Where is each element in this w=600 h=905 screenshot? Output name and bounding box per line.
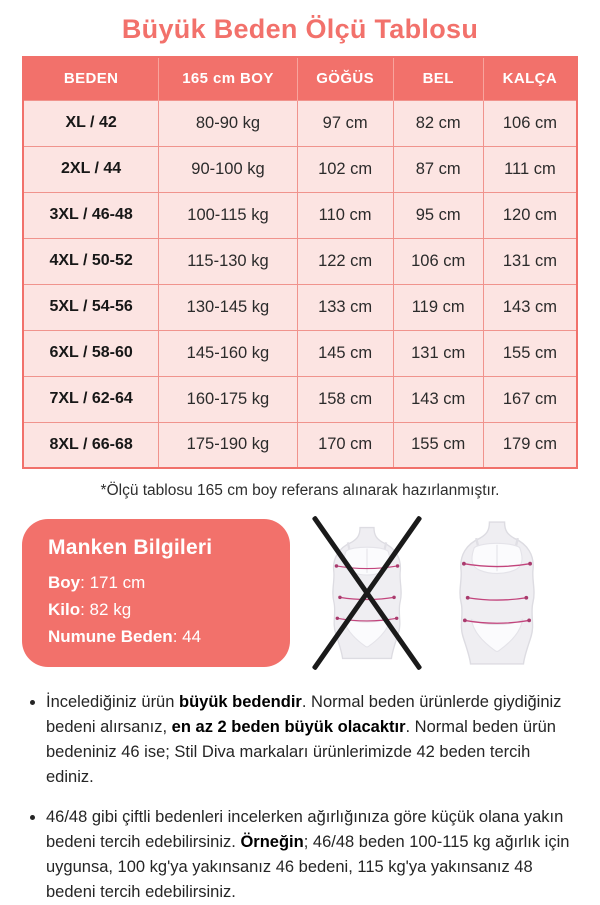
measurement-cell: 95 cm (393, 192, 483, 238)
measurement-cell: 102 cm (297, 146, 393, 192)
size-cell: 8XL / 66-68 (23, 422, 159, 468)
measurement-cell: 155 cm (483, 330, 577, 376)
plus-size-body-illustration (445, 518, 549, 668)
size-cell: 4XL / 50-52 (23, 238, 159, 284)
column-header: 165 cm BOY (159, 57, 297, 100)
measurement-cell: 158 cm (297, 376, 393, 422)
size-cell: 3XL / 46-48 (23, 192, 159, 238)
measurement-cell: 110 cm (297, 192, 393, 238)
measurement-cell: 133 cm (297, 284, 393, 330)
notes-list (28, 690, 574, 905)
body-figures (290, 518, 578, 668)
measurement-cell: 160-175 kg (159, 376, 297, 422)
size-cell: 6XL / 58-60 (23, 330, 159, 376)
measurement-cell: 115-130 kg (159, 238, 297, 284)
model-info-field: Boy: 171 cm (48, 573, 146, 592)
note-item: • 46/48 gibi çiftli bedenleri incelerken ağırlığınıza göre küçük olana yakın bedeni tercih edebilirsiniz. Örneğin; 46/48 beden 100-115 kg ağırlık için uygunsa, 100 kg'ya yakınsanız 46 bedeni, 115 kg'ya yakınsanız 48 bedeni tercih edebilirsiniz. (46, 805, 574, 905)
column-header: KALÇA (483, 57, 577, 100)
measurement-cell: 145 cm (297, 330, 393, 376)
model-info-title: Manken Bilgileri (48, 536, 213, 559)
measurement-cell: 82 cm (393, 100, 483, 146)
measurement-cell: 155 cm (393, 422, 483, 468)
table-row (23, 192, 577, 238)
table-header-row (23, 57, 577, 100)
model-info-field: Numune Beden: 44 (48, 627, 202, 646)
measurement-cell: 167 cm (483, 376, 577, 422)
measurement-cell: 106 cm (393, 238, 483, 284)
size-cell: 5XL / 54-56 (23, 284, 159, 330)
measurement-cell: 170 cm (297, 422, 393, 468)
table-row (23, 146, 577, 192)
table-row (23, 330, 577, 376)
table-row (23, 422, 577, 468)
size-cell: XL / 42 (23, 100, 159, 146)
measurement-cell: 111 cm (483, 146, 577, 192)
measurement-cell: 87 cm (393, 146, 483, 192)
measurement-cell: 179 cm (483, 422, 577, 468)
model-info-fields (48, 569, 266, 650)
column-header: BEL (393, 57, 483, 100)
table-row (23, 376, 577, 422)
model-info-section (22, 517, 578, 669)
measurement-cell: 80-90 kg (159, 100, 297, 146)
measurement-cell: 120 cm (483, 192, 577, 238)
measurement-cell: 131 cm (393, 330, 483, 376)
model-info-card (22, 519, 290, 667)
measurement-cell: 143 cm (393, 376, 483, 422)
measurement-cell: 175-190 kg (159, 422, 297, 468)
measurement-cell: 122 cm (297, 238, 393, 284)
measurement-cell: 119 cm (393, 284, 483, 330)
measurement-cell: 131 cm (483, 238, 577, 284)
table-row (23, 238, 577, 284)
column-header: GÖĞÜS (297, 57, 393, 100)
note-item: • İncelediğiniz ürün büyük bedendir. Normal beden ürünlerde giydiğiniz bedeni alırsanız, en az 2 beden büyük olacaktır. Normal beden ürün bedeniniz 46 ise; Stil Diva markaları ürünlerimizde 42 beden tercih ediniz. (46, 690, 574, 790)
measurement-cell: 97 cm (297, 100, 393, 146)
table-row (23, 100, 577, 146)
measurement-cell: 145-160 kg (159, 330, 297, 376)
table-row (23, 284, 577, 330)
size-cell: 2XL / 44 (23, 146, 159, 192)
rejected-body-figure (319, 518, 415, 668)
size-cell: 7XL / 62-64 (23, 376, 159, 422)
measurement-cell: 106 cm (483, 100, 577, 146)
measurement-cell: 90-100 kg (159, 146, 297, 192)
measurement-cell: 100-115 kg (159, 192, 297, 238)
model-info-field: Kilo: 82 kg (48, 600, 132, 619)
table-footnote: *Ölçü tablosu 165 cm boy referans alınarak hazırlanmıştır. (100, 482, 500, 499)
table-body (23, 100, 577, 468)
measurement-cell: 130-145 kg (159, 284, 297, 330)
page-title: Büyük Beden Ölçü Tablosu (121, 14, 479, 44)
column-header: BEDEN (23, 57, 159, 100)
measurement-cell: 143 cm (483, 284, 577, 330)
approved-body-figure (445, 518, 549, 668)
size-table (22, 56, 578, 469)
